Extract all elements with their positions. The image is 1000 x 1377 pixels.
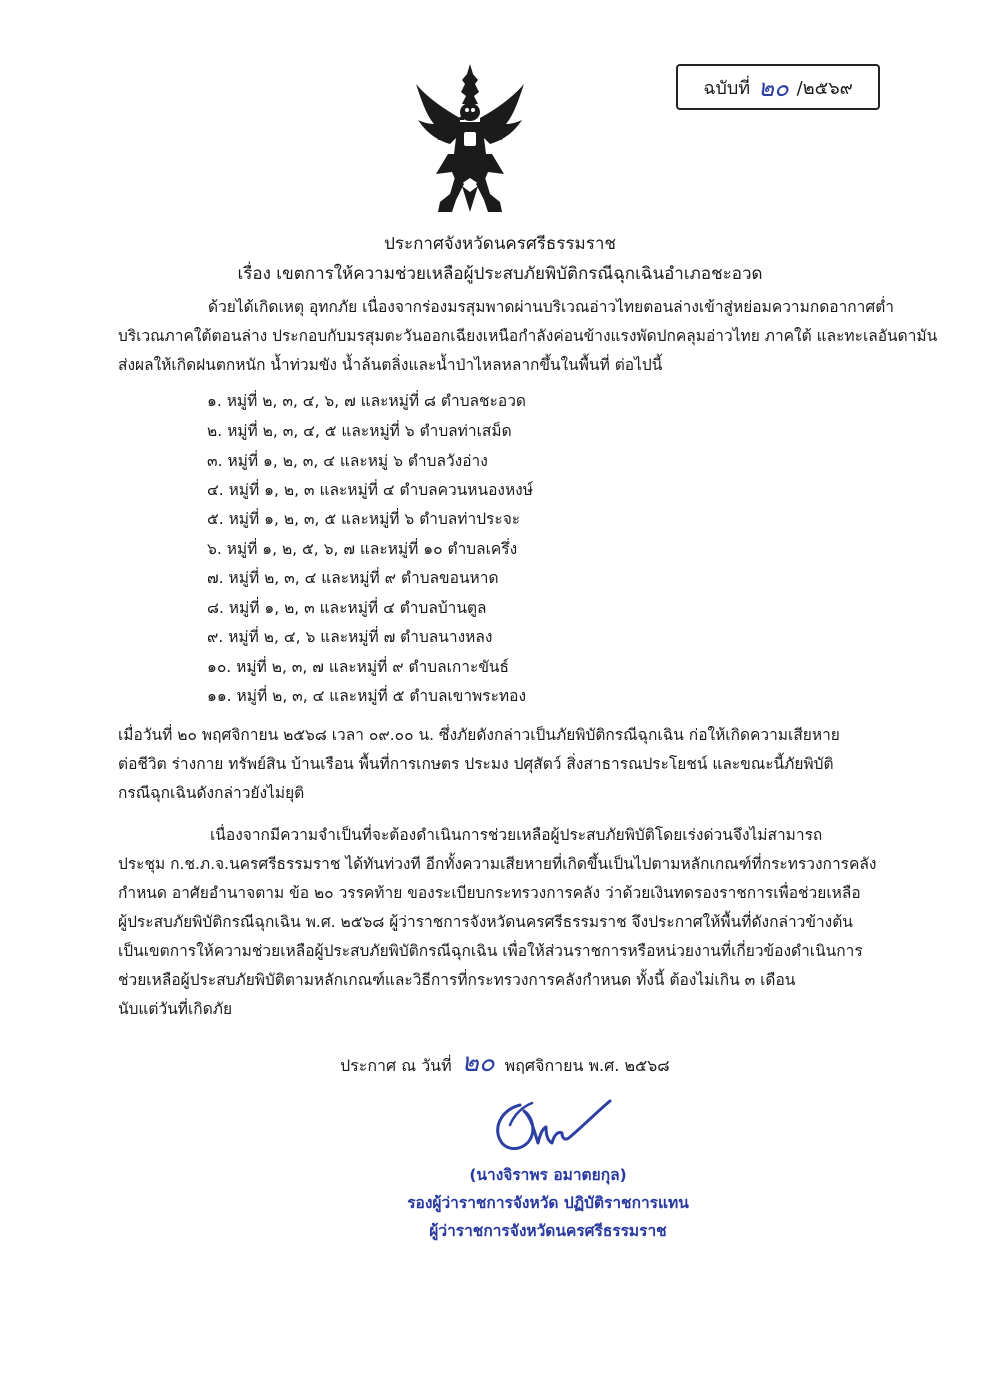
list-item: ๒. หมู่ที่ ๒, ๓, ๔, ๕ และหมู่ที่ ๖ ตำบลท่าเสม็ด (207, 422, 512, 440)
issue-label: ฉบับที่ (703, 77, 751, 99)
list-item: ๙. หมู่ที่ ๒, ๔, ๖ และหมู่ที่ ๗ ตำบลนางหลง (207, 628, 493, 646)
declaration-line: ประชุม ก.ช.ภ.จ.นครศรีธรรมราช ได้ทันท่วงที อีกทั้งความเสียหายที่เกิดขึ้นเป็นไปตามหลักเกณฑ์ที่กระทรวงการคลัง (118, 855, 877, 873)
list-item: ๑. หมู่ที่ ๒, ๓, ๔, ๖, ๗ และหมู่ที่ ๘ ตำบลชะอวด (207, 392, 526, 410)
list-item: ๓. หมู่ที่ ๑, ๒, ๓, ๔ และหมู่ ๖ ตำบลวังอ่าง (207, 452, 488, 470)
occurrence-line: เมื่อวันที่ ๒๐ พฤศจิกายน ๒๕๖๘ เวลา ๐๙.๐๐ น. ซึ่งภัยดังกล่าวเป็นภัยพิบัติกรณีฉุกเฉิน ก่อให้เกิดความเสียหาย (118, 726, 840, 744)
announcement-title: ประกาศจังหวัดนครศรีธรรมราช (384, 234, 616, 254)
declaration-line: เป็นเขตการให้ความช่วยเหลือผู้ประสบภัยพิบัติกรณีฉุกเฉิน เพื่อให้ส่วนราชการหรือหน่วยงานที่เกี่ยวข้องดำเนินการ (118, 942, 863, 960)
signer-position: รองผู้ว่าราชการจังหวัด ปฏิบัติราชการแทน (407, 1194, 689, 1212)
occurrence-line: กรณีฉุกเฉินดังกล่าวยังไม่ยุติ (118, 784, 305, 802)
list-item: ๑๐. หมู่ที่ ๒, ๓, ๗ และหมู่ที่ ๙ ตำบลเกาะขันธ์ (207, 658, 509, 676)
garuda-emblem-icon (412, 62, 528, 218)
date-suffix: พฤศจิกายน พ.ศ. ๒๕๖๘ (504, 1056, 670, 1075)
declaration-line: ช่วยเหลือผู้ประสบภัยพิบัติตามหลักเกณฑ์และวิธีการที่กระทรวงการคลังกำหนด ทั้งนี้ ต้องไม่เกิน ๓ เดือน (118, 971, 796, 989)
declaration-line: กำหนด อาศัยอำนาจตาม ข้อ ๒๐ วรรคท้าย ของระเบียบกระทรวงการคลัง ว่าด้วยเงินทดรองราชการเพื่อช่วยเหลือ (118, 884, 861, 902)
list-item: ๗. หมู่ที่ ๒, ๓, ๔ และหมู่ที่ ๙ ตำบลขอนหาด (207, 569, 499, 587)
date-day: ๒๐ (461, 1048, 495, 1078)
list-item: ๔. หมู่ที่ ๑, ๒, ๓ และหมู่ที่ ๔ ตำบลควนหนองหงษ์ (207, 481, 533, 499)
declaration-line: เนื่องจากมีความจำเป็นที่จะต้องดำเนินการช่วยเหลือผู้ประสบภัยพิบัติโดยเร่งด่วนจึงไม่สามารถ (210, 826, 823, 844)
signature-icon (480, 1085, 620, 1165)
list-item: ๘. หมู่ที่ ๑, ๒, ๓ และหมู่ที่ ๔ ตำบลบ้านตูล (207, 599, 487, 617)
issue-number-box (676, 64, 880, 110)
list-item: ๑๑. หมู่ที่ ๒, ๓, ๔ และหมู่ที่ ๕ ตำบลเขาพระทอง (207, 687, 527, 705)
announcement-subject: เรื่อง เขตการให้ความช่วยเหลือผู้ประสบภัยพิบัติกรณีฉุกเฉินอำเภอชะอวด (237, 264, 763, 284)
announcement-date (340, 1042, 670, 1083)
list-item: ๖. หมู่ที่ ๑, ๒, ๕, ๖, ๗ และหมู่ที่ ๑๐ ตำบลเครึ่ง (207, 540, 518, 558)
issue-number: ๒๐ (758, 73, 789, 102)
date-prefix: ประกาศ ณ วันที่ (340, 1056, 452, 1075)
declaration-line: ผู้ประสบภัยพิบัติกรณีฉุกเฉิน พ.ศ. ๒๕๖๘ ผู้ว่าราชการจังหวัดนครศรีธรรมราช จึงประกาศให้พื้นที่ดังกล่าวข้างต้น (118, 913, 853, 931)
intro-line: บริเวณภาคใต้ตอนล่าง ประกอบกับมรสุมตะวันออกเฉียงเหนือกำลังค่อนข้างแรงพัดปกคลุมอ่าวไทย ภาคใต้ และทะเลอันดามัน (118, 327, 938, 345)
issue-year: /๒๕๖๙ (796, 77, 853, 99)
occurrence-line: ต่อชีวิต ร่างกาย ทรัพย์สิน บ้านเรือน พื้นที่การเกษตร ประมง ปศุสัตว์ สิ่งสาธารณประโยชน์ และขณะนี้ภัยพิบัติ (118, 755, 834, 773)
signer-office: ผู้ว่าราชการจังหวัดนครศรีธรรมราช (429, 1222, 667, 1240)
declaration-line: นับแต่วันที่เกิดภัย (118, 1000, 233, 1018)
signer-name: (นางจิราพร อมาตยกุล) (469, 1166, 627, 1184)
list-item: ๕. หมู่ที่ ๑, ๒, ๓, ๕ และหมู่ที่ ๖ ตำบลท่าประจะ (207, 510, 521, 528)
intro-line: ส่งผลให้เกิดฝนตกหนัก น้ำท่วมขัง น้ำล้นตลิ่งและน้ำป่าไหลหลากขึ้นในพื้นที่ ต่อไปนี้ (118, 356, 663, 374)
intro-line: ด้วยได้เกิดเหตุ อุทกภัย เนื่องจากร่องมรสุมพาดผ่านบริเวณอ่าวไทยตอนล่างเข้าสู่หย่อมความกดอากาศต่ำ (208, 298, 894, 316)
